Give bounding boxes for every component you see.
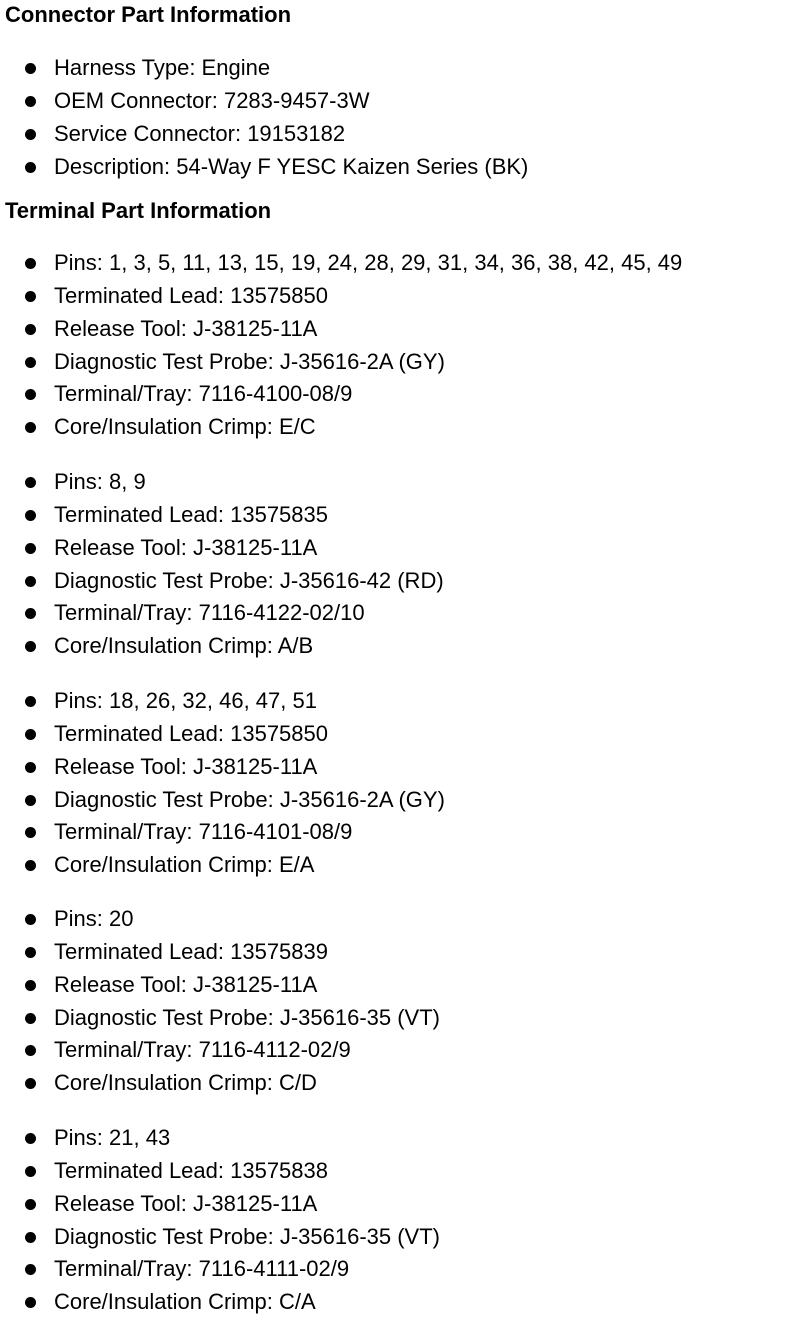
list-item-text: Release Tool: J-38125-11A (54, 753, 318, 779)
list-item-text: Terminal/Tray: 7116-4101-08/9 (54, 819, 353, 845)
bullet-icon (25, 914, 36, 925)
bullet-icon (25, 510, 36, 521)
list-item-text: Diagnostic Test Probe: J-35616-35 (VT) (54, 1004, 440, 1030)
list-item-text: Terminated Lead: 13575838 (54, 1158, 328, 1184)
list-item-text: Core/Insulation Crimp: E/A (54, 852, 315, 878)
list-item (0, 904, 800, 937)
list-item (0, 1254, 800, 1287)
list-item-text: Terminated Lead: 13575850 (54, 721, 328, 747)
list-item-text: Pins: 20 (54, 906, 134, 932)
terminal-group (0, 248, 800, 445)
list-item (0, 719, 800, 752)
list-item-text: Release Tool: J-38125-11A (54, 315, 318, 341)
list-item (0, 850, 800, 883)
list-item-text: Terminal/Tray: 7116-4112-02/9 (54, 1037, 351, 1063)
list-item (0, 631, 800, 664)
list-item-text: Terminated Lead: 13575850 (54, 283, 328, 309)
list-item (0, 379, 800, 412)
terminal-group (0, 467, 800, 664)
list-item (0, 412, 800, 445)
bullet-icon (25, 543, 36, 554)
connector-heading: Connector Part Information (5, 2, 292, 27)
list-item (0, 598, 800, 631)
bullet-icon (25, 1133, 36, 1144)
bullet-icon (25, 1297, 36, 1308)
bullet-icon (25, 1078, 36, 1089)
list-item-text: Release Tool: J-38125-11A (54, 534, 318, 560)
list-item (0, 784, 800, 817)
bullet-icon (25, 729, 36, 740)
bullet-icon (25, 696, 36, 707)
bullet-icon (25, 1013, 36, 1024)
list-item (0, 1189, 800, 1222)
list-item-text: Terminal/Tray: 7116-4100-08/9 (54, 381, 353, 407)
bullet-icon (25, 324, 36, 335)
terminal-group (0, 1123, 800, 1320)
list-item (0, 500, 800, 533)
bullet-icon (25, 162, 36, 173)
list-item-text: Terminated Lead: 13575839 (54, 939, 328, 965)
list-item (0, 1123, 800, 1156)
bullet-icon (25, 477, 36, 488)
list-item (0, 970, 800, 1003)
list-item-text: Service Connector: 19153182 (54, 120, 346, 146)
list-item (0, 565, 800, 598)
list-item (0, 346, 800, 379)
list-item-text: Terminated Lead: 13575835 (54, 502, 328, 528)
bullet-icon (25, 795, 36, 806)
list-item-text: Release Tool: J-38125-11A (54, 971, 318, 997)
list-item (0, 937, 800, 970)
list-item (0, 281, 800, 314)
list-item (0, 1287, 800, 1320)
bullet-icon (25, 608, 36, 619)
bullet-icon (25, 1166, 36, 1177)
list-item (0, 314, 800, 347)
list-item (0, 1156, 800, 1189)
list-item (0, 248, 800, 281)
bullet-icon (25, 980, 36, 991)
bullet-icon (25, 1199, 36, 1210)
list-item-text: Diagnostic Test Probe: J-35616-2A (GY) (54, 348, 445, 374)
list-item-text: Release Tool: J-38125-11A (54, 1190, 318, 1216)
bullet-icon (25, 422, 36, 433)
list-item-text: Diagnostic Test Probe: J-35616-42 (RD) (54, 567, 444, 593)
list-item (0, 467, 800, 500)
list-item (0, 1002, 800, 1035)
list-item (0, 1068, 800, 1101)
bullet-icon (25, 357, 36, 368)
list-item (0, 1221, 800, 1254)
bullet-icon (25, 96, 36, 107)
bullet-icon (25, 860, 36, 871)
list-item (0, 533, 800, 566)
list-item-text: Terminal/Tray: 7116-4122-02/10 (54, 600, 365, 626)
list-item (0, 86, 800, 119)
list-item-text: Core/Insulation Crimp: A/B (54, 633, 314, 659)
terminal-group (0, 686, 800, 883)
list-item-text: Diagnostic Test Probe: J-35616-2A (GY) (54, 786, 445, 812)
list-item-text: Pins: 8, 9 (54, 469, 146, 495)
connector-list (0, 53, 800, 184)
bullet-icon (25, 641, 36, 652)
bullet-icon (25, 1232, 36, 1243)
list-item-text: Core/Insulation Crimp: C/A (54, 1289, 316, 1315)
list-item-text: OEM Connector: 7283-9457-3W (54, 88, 370, 114)
bullet-icon (25, 129, 36, 140)
list-item-text: Terminal/Tray: 7116-4111-02/9 (54, 1256, 350, 1282)
bullet-icon (25, 576, 36, 587)
bullet-icon (25, 291, 36, 302)
list-item-text: Description: 54-Way F YESC Kaizen Series (BK) (54, 153, 529, 179)
list-item-text: Harness Type: Engine (54, 55, 271, 81)
bullet-icon (25, 389, 36, 400)
bullet-icon (25, 1264, 36, 1275)
bullet-icon (25, 258, 36, 269)
list-item-text: Core/Insulation Crimp: C/D (54, 1070, 317, 1096)
bullet-icon (25, 762, 36, 773)
list-item-text: Pins: 21, 43 (54, 1125, 171, 1151)
list-item (0, 686, 800, 719)
list-item (0, 119, 800, 152)
list-item (0, 752, 800, 785)
list-item (0, 151, 800, 184)
list-item (0, 817, 800, 850)
bullet-icon (25, 1045, 36, 1056)
terminal-heading: Terminal Part Information (5, 198, 272, 223)
list-item-text: Pins: 18, 26, 32, 46, 47, 51 (54, 688, 317, 714)
list-item-text: Pins: 1, 3, 5, 11, 13, 15, 19, 24, 28, 29, 31, 34, 36, 38, 42, 45, 49 (54, 250, 683, 276)
terminal-group (0, 904, 800, 1101)
bullet-icon (25, 947, 36, 958)
list-item-text: Core/Insulation Crimp: E/C (54, 414, 316, 440)
list-item-text: Diagnostic Test Probe: J-35616-35 (VT) (54, 1223, 440, 1249)
bullet-icon (25, 63, 36, 74)
bullet-icon (25, 827, 36, 838)
list-item (0, 1035, 800, 1068)
list-item (0, 53, 800, 86)
